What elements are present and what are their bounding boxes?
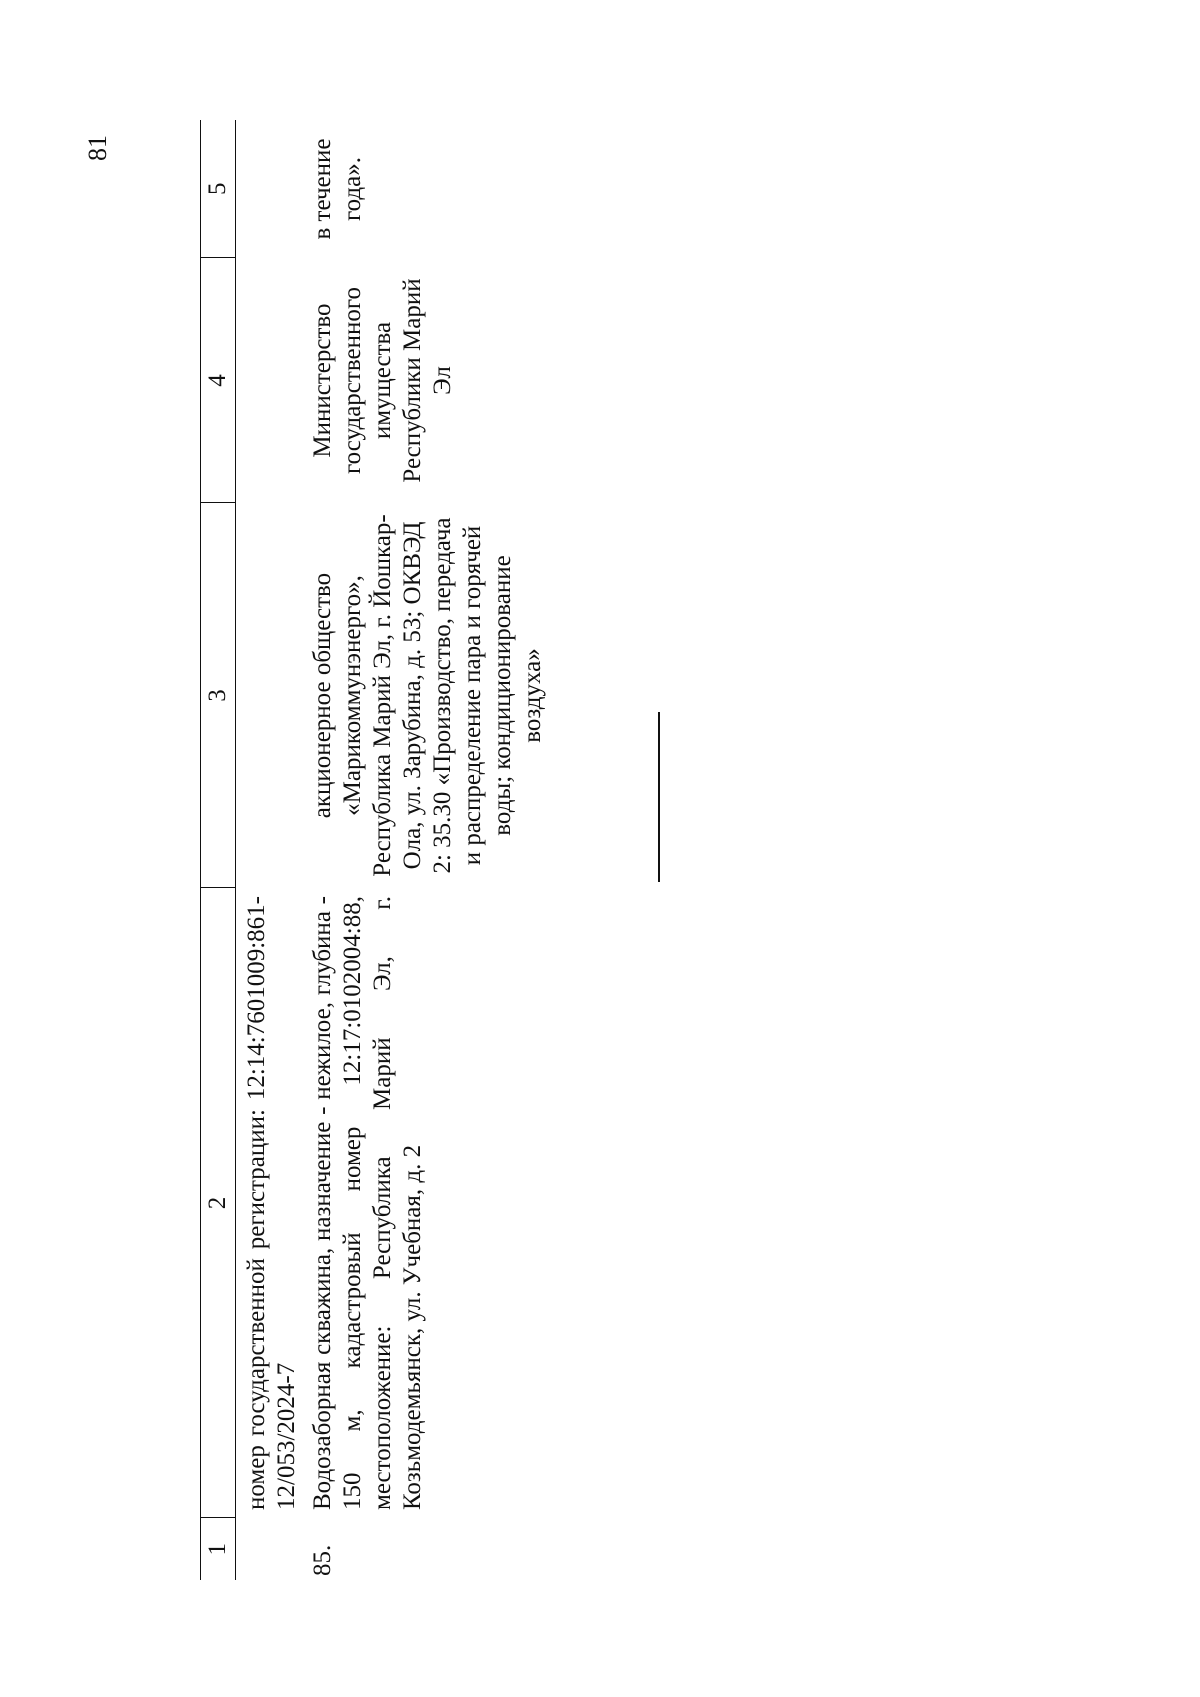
row-number: 85. — [309, 1544, 336, 1576]
object-description: Водозаборная скважина, назначение - нежилое, глубина - 150 м, кадастровый номер 12:17:0102004:88, местоположение: Республика Марий Эл, г. Козьмодемьянск, ул. Учебная, д. 2 — [309, 896, 426, 1510]
page-number: 81 — [83, 135, 112, 161]
continuation-object-text: номер государственной регистрации: 12:14:7601009:861-12/053/2024-7 — [243, 896, 300, 1510]
continuation-row — [236, 120, 303, 1580]
execution-term: в течение года». — [309, 138, 366, 240]
table-row — [302, 120, 548, 1580]
header-col-2: 2 — [201, 888, 236, 1518]
responsible-authority: Министерство государственного имущества Республики Марий Эл — [309, 278, 456, 483]
closing-rule-line — [658, 712, 660, 882]
continuation-holder — [236, 503, 303, 888]
header-col-3: 3 — [201, 503, 236, 888]
property-table — [200, 120, 548, 1580]
header-row — [201, 120, 236, 1580]
header-col-1: 1 — [201, 1518, 236, 1580]
rotated-table-wrapper — [200, 120, 620, 1580]
header-col-4: 4 — [201, 258, 236, 503]
header-col-5: 5 — [201, 120, 236, 258]
continuation-term — [236, 120, 303, 258]
continuation-num — [236, 1518, 303, 1580]
continuation-authority — [236, 258, 303, 503]
rights-holder: акционерное общество «Марикоммунэнерго», Республика Марий Эл, г. Йошкар-Ола, ул. Зарубина, д. 53; ОКВЭД 2: 35.30 «Производство, передача и распределение пара и горячей воды; кондиционирование воздуха» — [309, 514, 546, 877]
